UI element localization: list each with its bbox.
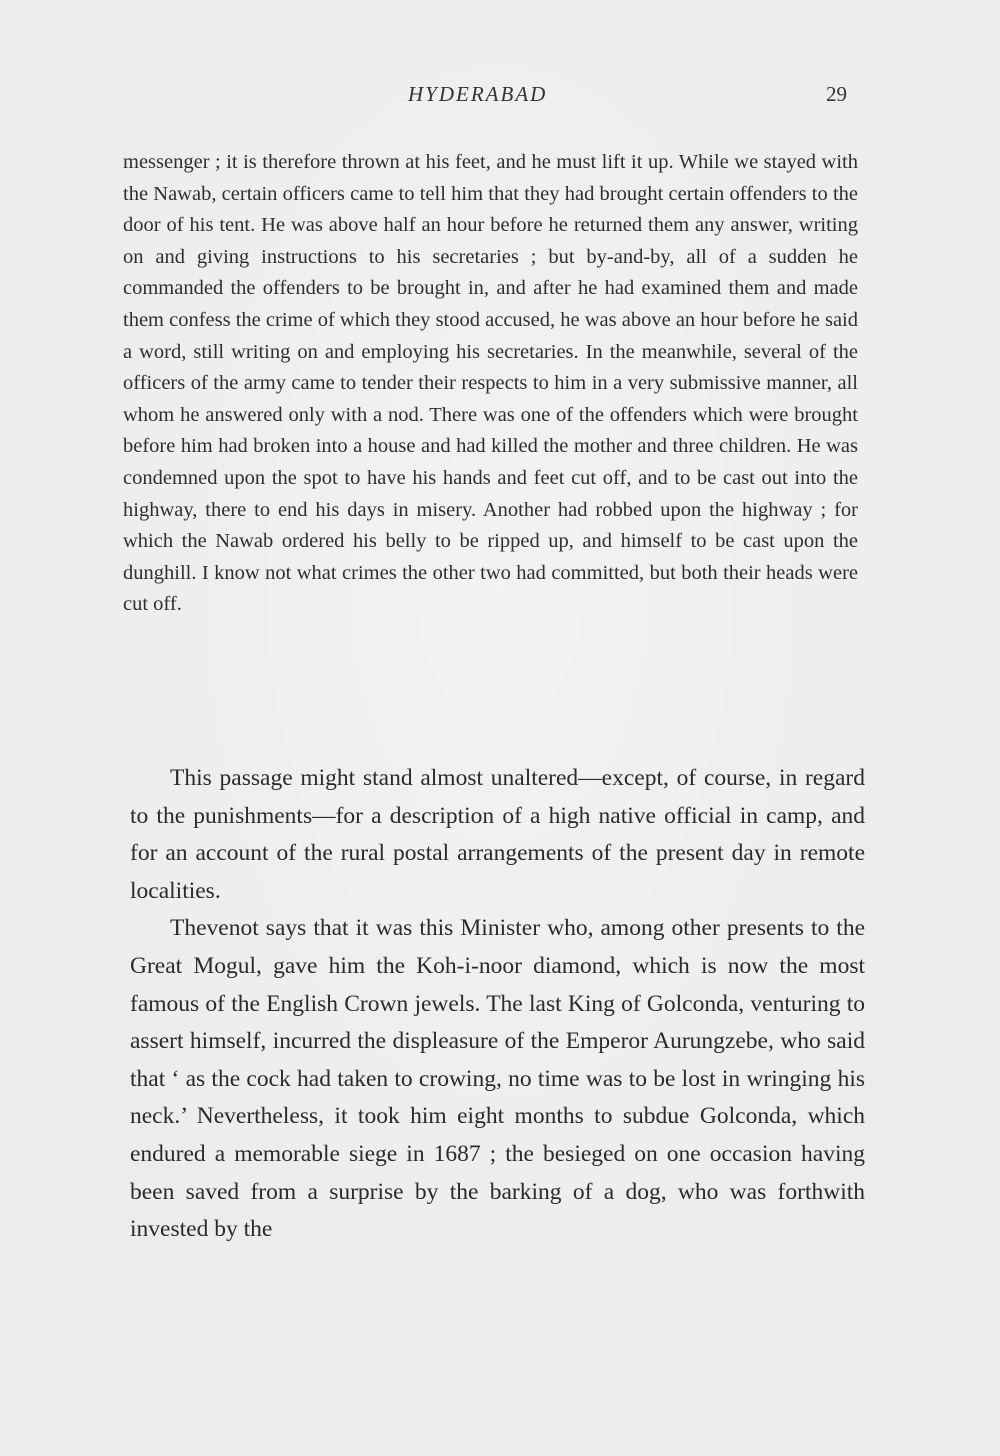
page-number: 29 bbox=[826, 82, 847, 106]
quote-paragraph: messenger ; it is therefore thrown at his feet, and he must lift it up. While we stayed with the Nawab, certain officers came to tell him that they had brought certain offenders to the door of his tent. He was above half an hour before he returned them any answer, writing on and giving instructions to his secretaries ; but by-and-by, all of a sudden he commanded the offenders to be brought in, and after he had examined them and made them confess the crime of which they stood accused, he was above an hour before he said a word, still writing on and employing his secretaries. In the meanwhile, several of the officers of the army came to tender their respects to him in a very submissive manner, all whom he answered only with a nod. There was one of the offenders which were brought before him had broken into a house and had killed the mother and three children. He was condemned upon the spot to have his hands and feet cut off, and to be cast out into the highway, there to end his days in misery. Another had robbed upon the highway ; for which the Nawab ordered his belly to be ripped up, and himself to be cast upon the dunghill. I know not what crimes the other two had committed, but both their heads were cut off. bbox=[123, 151, 858, 616]
running-title: HYDERABAD bbox=[408, 82, 548, 106]
main-text bbox=[130, 760, 865, 1249]
body-paragraph-2: Thevenot says that it was this Minister who, among other presents to the Great Mogul, gave him the Koh-i-noor diamond, which is now the most famous of the English Crown jewels. The last King of Golconda, venturing to assert himself, incurred the displeasure of the Emperor Aurungzebe, who said that ‘ as the cock had taken to crowing, no time was to be lost in wringing his neck.’ Nevertheless, it took him eight months to subdue Golconda, which endured a memorable siege in 1687 ; the besieged on one occasion having been saved from a surprise by the barking of a dog, who was forthwith invested by the bbox=[130, 915, 865, 1243]
running-head bbox=[0, 82, 1000, 112]
body-paragraph-1: This passage might stand almost unaltered—except, of course, in regard to the punishments—for a description of a high native official in camp, and for an account of the rural postal arrangements of the present day in remote localities. bbox=[130, 765, 865, 904]
quoted-passage bbox=[123, 147, 858, 621]
